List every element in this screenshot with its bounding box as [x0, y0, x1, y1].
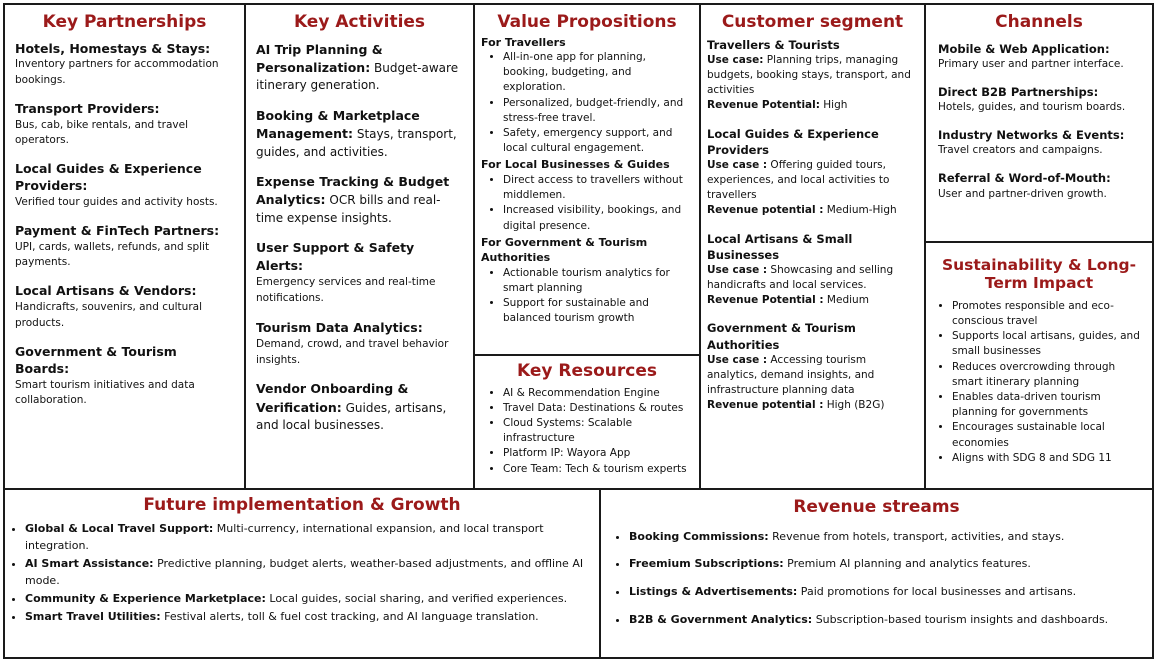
value-list	[481, 266, 693, 327]
revenue-bullet: • Booking Commissions: Revenue from hotels, transport, activities, and stays.	[629, 528, 1142, 547]
channel-description: Primary user and partner interface.	[938, 57, 1124, 70]
partner-item	[15, 101, 234, 148]
value-bullet: • Direct access to travellers without middlemen.	[503, 173, 693, 203]
activity-description: Budget-aware itinerary generation.	[256, 60, 459, 93]
partner-item	[15, 283, 234, 330]
segment-heading: Government & Tourism Authorities	[707, 321, 856, 352]
section-title: Key Partnerships	[42, 12, 207, 32]
resource-bullet: • AI & Recommendation Engine	[503, 386, 693, 401]
activity-heading: User Support & Safety Alerts:	[256, 240, 415, 274]
activity-heading: Vendor Onboarding & Verification:	[256, 381, 409, 415]
activity-heading: Tourism Data Analytics:	[256, 319, 423, 335]
segment-revenue-potential: Revenue potential : High (B2G)	[707, 399, 885, 412]
value-bullet: • Support for sustainable and balanced tourism growth	[503, 296, 693, 326]
resource-bullet: • Core Team: Tech & tourism experts	[503, 462, 693, 477]
partner-heading: Transport Providers:	[15, 100, 160, 116]
future-growth-section	[3, 488, 601, 659]
section-title: Revenue streams	[793, 497, 960, 517]
channel-heading: Industry Networks & Events:	[938, 128, 1125, 143]
key-resources-section	[473, 354, 701, 490]
section-title: Value Propositions	[497, 12, 677, 32]
section-title: Customer segment	[721, 12, 904, 32]
activity-item	[256, 239, 463, 307]
partner-heading: Government & Tourism Boards:	[15, 343, 177, 376]
channel-description: Travel creators and campaigns.	[938, 144, 1103, 157]
revenue-bullet: • B2B & Government Analytics: Subscription-based tourism insights and dashboards.	[629, 611, 1142, 630]
segment-use-case: Use case: Planning trips, managing budgets, booking stays, transport, and activities	[707, 53, 911, 97]
key-activities-section	[244, 3, 475, 490]
value-list	[481, 50, 693, 157]
sustainability-list	[934, 299, 1144, 466]
segment-item	[707, 126, 918, 219]
channel-item	[938, 41, 1140, 72]
sustainability-bullet: • Reduces overcrowding through smart itinerary planning	[952, 360, 1144, 390]
segment-revenue-potential: Revenue Potential: High	[707, 99, 848, 112]
segment-use-case: Use case : Accessing tourism analytics, demand insights, and infrastructure planning data	[707, 353, 875, 397]
activity-description: OCR bills and real-time expense insights.	[256, 193, 441, 225]
section-title: Channels	[995, 12, 1083, 32]
activity-description: Stays, transport, guides, and activities.	[256, 127, 457, 159]
partner-item	[15, 161, 234, 210]
segment-item	[707, 231, 918, 309]
resource-bullet: • Cloud Systems: Scalable infrastructure	[503, 416, 693, 446]
future-bullet: • Community & Experience Marketplace: Local guides, social sharing, and verified experiences.	[25, 590, 593, 608]
partner-heading: Local Artisans & Vendors:	[15, 283, 197, 299]
segment-use-case: Use case : Offering guided tours, experiences, and local activities to travellers	[707, 158, 890, 202]
future-bullet: • AI Smart Assistance: Predictive planning, budget alerts, weather-based adjustments, and offline AI mode.	[25, 555, 593, 590]
activity-heading: Expense Tracking & Budget Analytics:	[256, 173, 450, 208]
sustainability-bullet: • Supports local artisans, guides, and small businesses	[952, 329, 1144, 359]
section-title: Sustainability & Long-Term Impact	[941, 256, 1137, 292]
segment-heading: Local Guides & Experience Providers	[707, 126, 879, 157]
segment-revenue-potential: Revenue potential : Medium-High	[707, 204, 897, 217]
segment-heading: Local Artisans & Small Businesses	[707, 231, 853, 262]
channel-item	[938, 170, 1140, 201]
value-propositions-section	[473, 3, 701, 356]
sustainability-bullet: • Enables data-driven tourism planning for governments	[952, 390, 1144, 420]
activity-description: Emergency services and real-time notifications.	[256, 276, 436, 305]
value-group-heading: For Government & Tourism Authorities	[481, 235, 648, 265]
partner-description: Inventory partners for accommodation bookings.	[15, 58, 219, 86]
partner-heading: Local Guides & Experience Providers:	[15, 161, 202, 194]
future-bullet: • Global & Local Travel Support: Multi-currency, international expansion, and local transport integration.	[25, 520, 593, 555]
activity-description: Guides, artisans, and local businesses.	[256, 400, 447, 433]
partner-description: Verified tour guides and activity hosts.	[15, 195, 218, 208]
activity-item	[256, 173, 463, 227]
value-group-heading: For Local Businesses & Guides	[481, 158, 670, 172]
revenue-streams-section	[599, 488, 1154, 659]
partner-description: UPI, cards, wallets, refunds, and split payments.	[15, 241, 210, 269]
revenue-list	[611, 528, 1142, 630]
value-list	[481, 173, 693, 234]
segment-revenue-potential: Revenue Potential : Medium	[707, 294, 869, 307]
channel-description: Hotels, guides, and tourism boards.	[938, 100, 1126, 113]
value-bullet: • Safety, emergency support, and local cultural engagement.	[503, 126, 693, 156]
channel-item	[938, 84, 1140, 115]
activity-description: Demand, crowd, and travel behavior insights.	[256, 337, 449, 366]
resource-bullet: • Travel Data: Destinations & routes	[503, 401, 693, 416]
value-bullet: • Actionable tourism analytics for smart planning	[503, 266, 693, 296]
segment-heading: Travellers & Tourists	[707, 37, 840, 52]
segment-item	[707, 37, 918, 114]
partner-item	[15, 41, 234, 88]
partner-heading: Hotels, Homestays & Stays:	[15, 40, 211, 56]
channels-section	[924, 3, 1154, 243]
channel-item	[938, 127, 1140, 158]
partner-item	[15, 223, 234, 270]
revenue-bullet: • Listings & Advertisements: Paid promotions for local businesses and artisans.	[629, 583, 1142, 602]
section-title: Future implementation & Growth	[143, 495, 461, 515]
sustainability-bullet: • Encourages sustainable local economies	[952, 420, 1144, 450]
activity-item	[256, 380, 463, 434]
partner-description: Handicrafts, souvenirs, and cultural products.	[15, 301, 203, 329]
sustainability-section	[924, 241, 1154, 490]
segment-use-case: Use case : Showcasing and selling handicrafts and local services.	[707, 263, 894, 291]
revenue-bullet: • Freemium Subscriptions: Premium AI planning and analytics features.	[629, 555, 1142, 574]
activity-item	[256, 319, 463, 369]
value-bullet: • Increased visibility, bookings, and digital presence.	[503, 203, 693, 233]
future-bullet: • Smart Travel Utilities: Festival alerts, toll & fuel cost tracking, and AI language translation.	[25, 608, 593, 626]
value-bullet: • Personalized, budget-friendly, and stress-free travel.	[503, 96, 693, 126]
activity-heading: Booking & Marketplace Management:	[256, 107, 420, 142]
sustainability-bullet: • Aligns with SDG 8 and SDG 11	[952, 451, 1144, 466]
resources-list	[481, 386, 693, 477]
section-title: Key Activities	[293, 12, 426, 32]
value-bullet: • All-in-one app for planning, booking, budgeting, and exploration.	[503, 50, 693, 96]
resource-bullet: • Platform IP: Wayora App	[503, 446, 693, 461]
future-list	[11, 520, 593, 626]
section-title: Key Resources	[516, 361, 658, 381]
activity-item	[256, 107, 463, 161]
sustainability-bullet: • Promotes responsible and eco-conscious travel	[952, 299, 1144, 329]
activity-item	[256, 41, 463, 95]
partner-item	[15, 344, 234, 408]
partner-heading: Payment & FinTech Partners:	[15, 223, 220, 239]
channel-description: User and partner-driven growth.	[938, 187, 1107, 200]
key-partnerships-section	[3, 3, 246, 490]
partner-description: Bus, cab, bike rentals, and travel operators.	[15, 118, 189, 146]
partner-description: Smart tourism initiatives and data collaboration.	[15, 378, 195, 406]
segment-item	[707, 320, 918, 413]
channel-heading: Mobile & Web Application:	[938, 41, 1110, 56]
value-group-heading: For Travellers	[481, 35, 566, 49]
channel-heading: Direct B2B Partnerships:	[938, 84, 1099, 99]
channel-heading: Referral & Word-of-Mouth:	[938, 171, 1111, 186]
customer-segment-section	[699, 3, 926, 490]
activity-heading: AI Trip Planning & Personalization:	[256, 41, 383, 75]
